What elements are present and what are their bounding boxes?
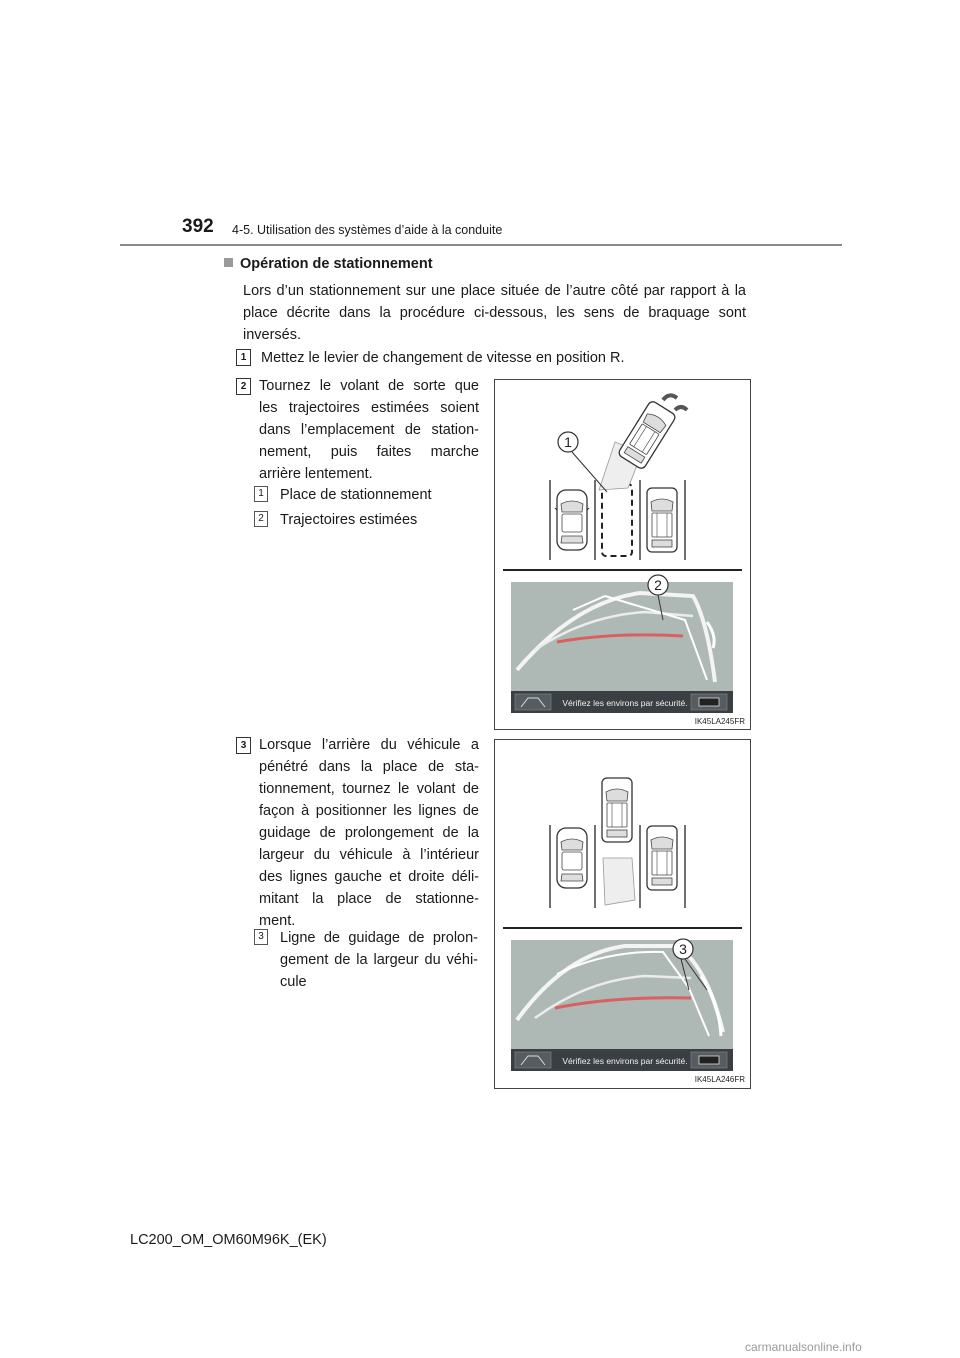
figure-code: IK45LA245FR: [694, 717, 745, 726]
step-2-line: Tournez le volant de sorte que: [259, 378, 479, 394]
intro-paragraph: Lors d’un stationnement sur une place située de l’autre côté par rapport à la place décrite dans la procédure ci-dessous, les sens de braquage sont inversés.: [243, 283, 746, 343]
figure-parking-step-2: [494, 379, 751, 730]
square-bullet-icon: [224, 258, 233, 267]
step-3-line: ment.: [259, 913, 296, 929]
step-2-line: dans l’emplacement de station-: [259, 422, 479, 438]
figure-2-illustration: [495, 740, 750, 1088]
legend-number-2: 2: [254, 511, 268, 527]
callout-3: 3: [679, 941, 687, 957]
section-title: 4-5. Utilisation des systèmes d’aide à la conduite: [232, 223, 503, 237]
subheading-text: Opération de stationnement: [240, 256, 433, 272]
figure-code: IK45LA246FR: [694, 1075, 745, 1084]
step-2-line: arrière lentement.: [259, 466, 373, 482]
legend-guide-line: [280, 927, 478, 993]
step-3-line: largeur du véhicule à l’intérieur: [259, 847, 479, 863]
legend-guide-line-text: gement de la largeur du véhi-: [280, 952, 478, 968]
step-3-line: des lignes gauche et droite déli-: [259, 869, 479, 885]
screen-message: Vérifiez les environs par sécurité.: [562, 698, 688, 708]
subheading: [224, 256, 433, 272]
footer-code: LC200_OM_OM60M96K_(EK): [130, 1232, 327, 1248]
callout-1: 1: [564, 434, 572, 450]
step-2-line: nement, puis faites marche: [259, 444, 479, 460]
figure-1-illustration: [495, 380, 750, 729]
legend-number-3: 3: [254, 929, 268, 945]
step-3-line: Lorsque l’arrière du véhicule a: [259, 737, 479, 753]
step-number-3: 3: [236, 737, 251, 754]
callout-2: 2: [654, 577, 662, 593]
watermark: carmanualsonline.info: [745, 1340, 862, 1354]
step-3-line: façon à positionner les lignes de: [259, 803, 479, 819]
step-1-text: Mettez le levier de changement de vitesse en position R.: [261, 350, 625, 366]
legend-parking-space: Place de stationnement: [280, 487, 432, 503]
step-number-2: 2: [236, 378, 251, 395]
step-2-line: les trajectoires estimées soient: [259, 400, 479, 416]
parking-space-box: [602, 484, 632, 556]
screen-message: Vérifiez les environs par sécurité.: [562, 1056, 688, 1066]
legend-number-1: 1: [254, 486, 268, 502]
step-2-text: [259, 375, 479, 485]
legend-guide-line-text: cule: [280, 974, 307, 990]
legend-guide-line-text: Ligne de guidage de prolon-: [280, 930, 478, 946]
step-3-line: guidage de prolongement de la: [259, 825, 479, 841]
figure-parking-step-3: [494, 739, 751, 1089]
step-3-line: tionnement, tournez le volant de: [259, 781, 479, 797]
step-3-line: pénétré dans la place de sta-: [259, 759, 479, 775]
step-number-1: 1: [236, 349, 251, 366]
step-3-text: [259, 734, 479, 932]
legend-estimated-paths: Trajectoires estimées: [280, 512, 418, 528]
header-divider: [120, 244, 842, 246]
step-3-line: mitant la place de stationne-: [259, 891, 479, 907]
page-number: 392: [182, 216, 214, 237]
